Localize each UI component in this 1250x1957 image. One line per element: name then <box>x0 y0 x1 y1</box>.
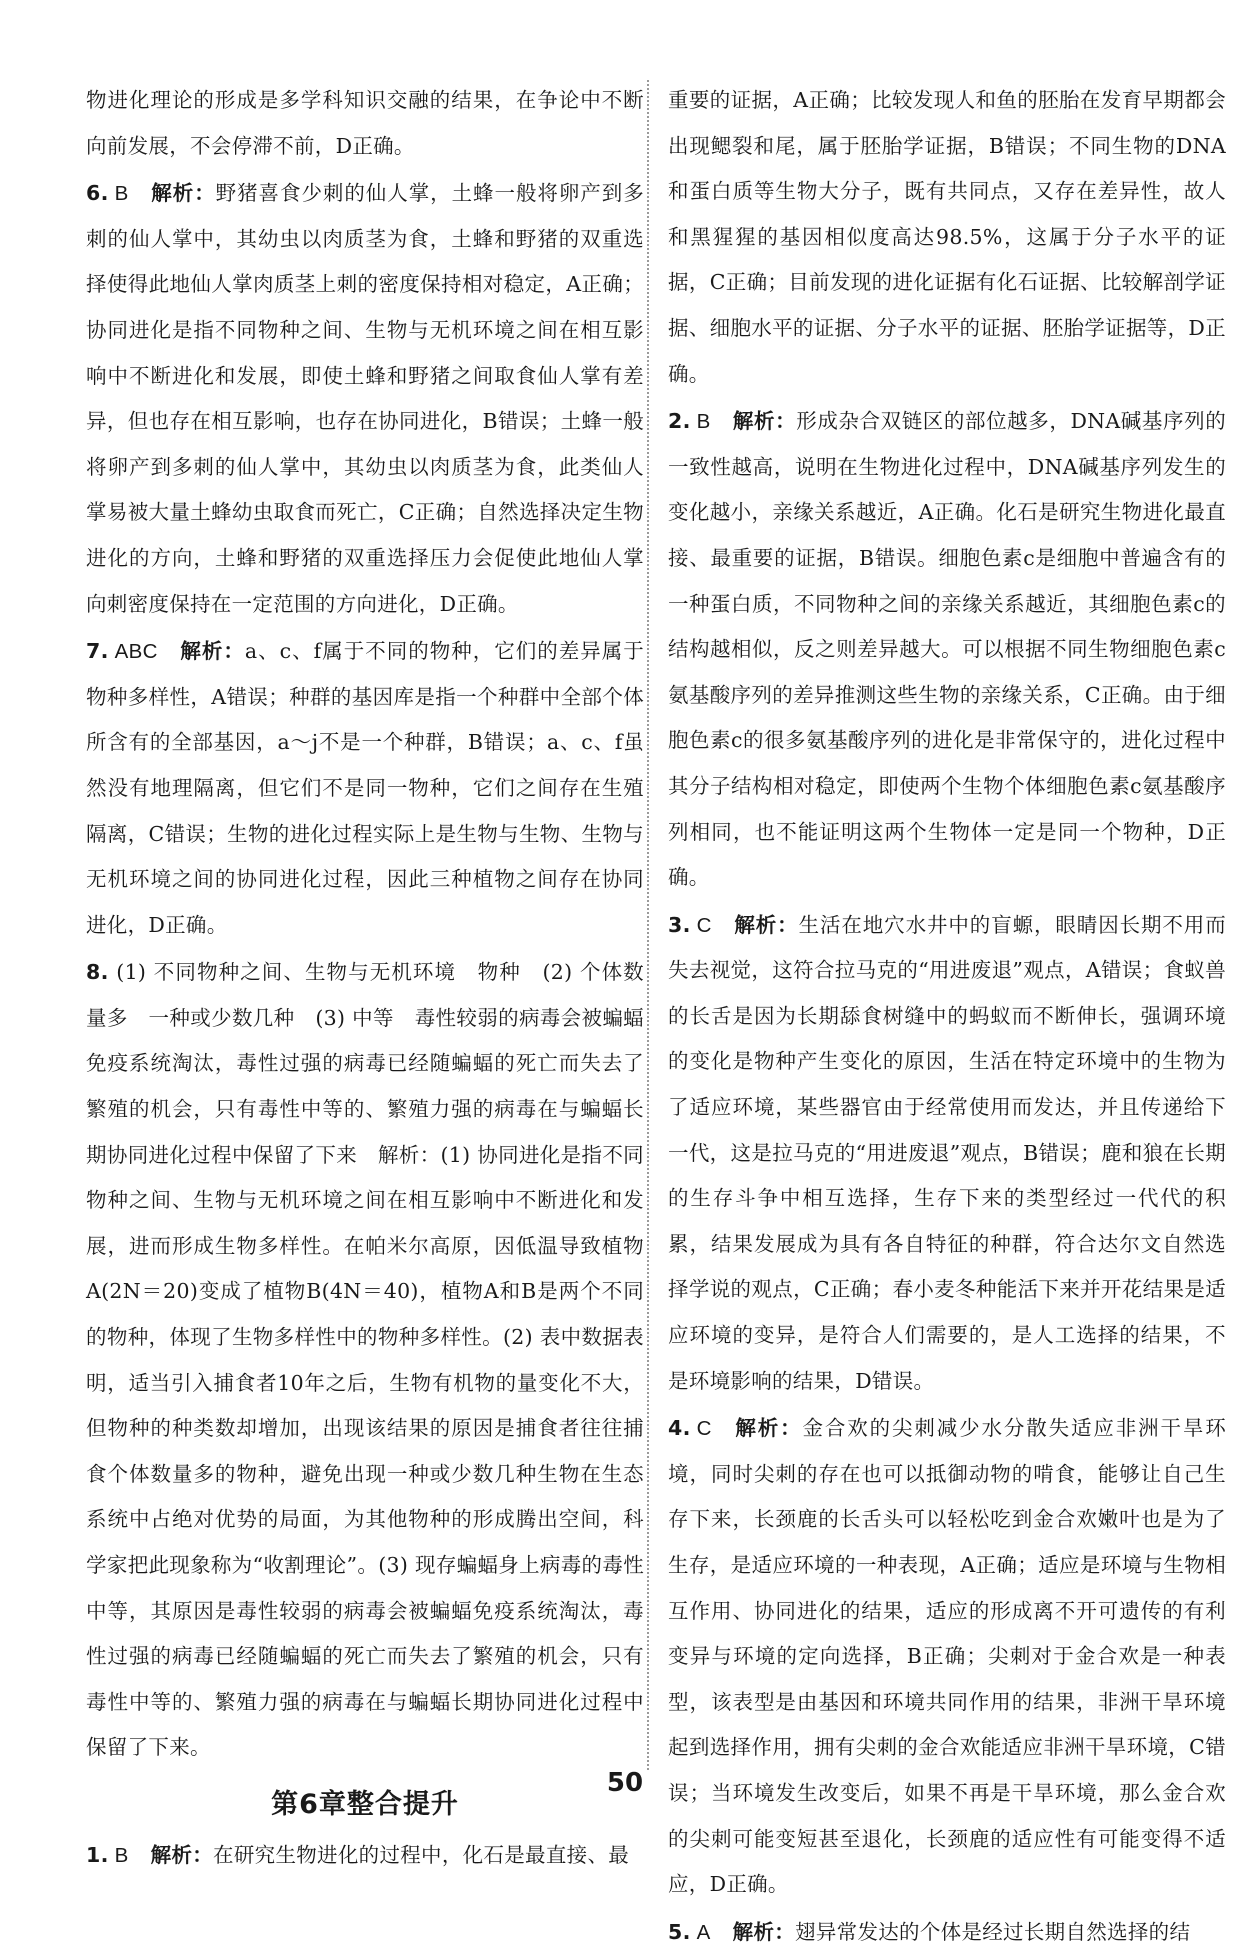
right-entry-3 <box>668 903 1226 1405</box>
entry-text: 物进化理论的形成是多学科知识交融的结果，在争论中不断向前发展，不会停滞不前，D正确。 <box>86 88 644 158</box>
right-entry-5 <box>668 1910 1226 1956</box>
analysis-tag: 解析： <box>732 1919 796 1944</box>
right-entry-2 <box>668 399 1226 901</box>
entry-text: 形成杂合双链区的部位越多，DNA碱基序列的一致性越高，说明在生物进化过程中，DNA碱基序列发生的变化越小，亲缘关系越近，A正确。化石是研究生物进化最直接、最重要的证据，B错误。细胞色素c是细胞中普遍含有的一种蛋白质，不同物种之间的亲缘关系越近，其细胞色素c的结构越相似，反之则差异越大。可以根据不同生物细胞色素c氨基酸序列的差异推测这些生物的亲缘关系，C正确。由于细胞色素c的很多氨基酸序列的进化是非常保守的，进化过程中其分子结构相对稳定，即使两个生物个体细胞色素c氨基酸序列相同，也不能证明这两个生物体一定是同一个物种，D正确。 <box>668 409 1226 890</box>
left-entry-8 <box>86 950 644 1771</box>
entry-text: 金合欢的尖刺减少水分散失适应非洲干旱环境，同时尖刺的存在也可以抵御动物的啃食，能够让自己生存下来，长颈鹿的长舌头可以轻松吃到金合欢嫩叶也是为了生存，是适应环境的一种表现，A正确；适应是环境与生物相互作用、协同进化的结果，适应的形成离不开可遗传的有利变异与环境的定向选择，B正确；尖刺对于金合欢是一种表型，该表型是由基因和环境共同作用的结果，非洲干旱环境起到选择作用，拥有尖刺的金合欢能适应非洲干旱环境，C错误；当环境发生改变后，如果不再是干旱环境，那么金合欢的尖刺可能变短甚至退化，长颈鹿的适应性有可能变得不适应，D正确。 <box>668 1416 1226 1897</box>
section-title: 第6章整合提升 <box>271 1788 459 1820</box>
left-entry-6 <box>86 171 644 627</box>
analysis-tag: 解析： <box>732 409 797 434</box>
left-column <box>86 78 644 1881</box>
answer-letter: B <box>114 1843 129 1867</box>
question-number: 8. <box>86 960 109 985</box>
analysis-tag: 解析： <box>733 1416 803 1441</box>
entry-text: (1) 不同物种之间、生物与无机环境 物种 (2) 个体数量多 一种或少数几种 (3) 中等 毒性较弱的病毒会被蝙蝠免疫系统淘汰，毒性过强的病毒已经随蝙蝠的死亡而失去了繁殖的机会，只有毒性中等的、繁殖力强的病毒在与蝙蝠长期协同进化过程中保留了下来 解析：(1) 协同进化是指不同物种之间、生物与无机环境之间在相互影响中不断进化和发展，进而形成生物多样性。在帕米尔高原，因低温导致植物A(2N＝20)变成了植物B(4N＝40)，植物A和B是两个不同的物种，体现了生物多样性中的物种多样性。(2) 表中数据表明，适当引入捕食者10年之后，生物有机物的量变化不大，但物种的种类数却增加，出现该结果的原因是捕食者往往捕食个体数量多的物种，避免出现一种或少数几种生物在生态系统中占绝对优势的局面，为其他物种的形成腾出空间，科学家把此现象称为“收割理论”。(3) 现存蝙蝠身上病毒的毒性中等，其原因是毒性较弱的病毒会被蝙蝠免疫系统淘汰，毒性过强的病毒已经随蝙蝠的死亡而失去了繁殖的机会，只有毒性中等的、繁殖力强的病毒在与蝙蝠长期协同进化过程中保留了下来。 <box>86 960 644 1760</box>
left-entry-ch6-1 <box>86 1833 644 1879</box>
left-entry-7 <box>86 629 644 948</box>
entry-text: 重要的证据，A正确；比较发现人和鱼的胚胎在发育早期都会出现鳃裂和尾，属于胚胎学证据，B错误；不同生物的DNA和蛋白质等生物大分子，既有共同点，又存在差异性，故人和黑猩猩的基因相似度高达98.5%，这属于分子水平的证据，C正确；目前发现的进化证据有化石证据、比较解剖学证据、细胞水平的证据、分子水平的证据、胚胎学证据等，D正确。 <box>668 88 1226 386</box>
answer-letter: C <box>696 913 712 937</box>
question-number: 4. <box>668 1416 691 1441</box>
entry-text: 生活在地穴水井中的盲螈，眼睛因长期不用而失去视觉，这符合拉马克的“用进废退”观点，A错误；食蚁兽的长舌是因为长期舔食树缝中的蚂蚁而不断伸长，强调环境的变化是物种产生变化的原因，生活在特定环境中的生物为了适应环境，某些器官由于经常使用而发达，并且传递给下一代，这是拉马克的“用进废退”观点，B错误；鹿和狼在长期的生存斗争中相互选择，生存下来的类型经过一代代的积累，结果发展成为具有各自特征的种群，符合达尔文自然选择学说的观点，C正确；春小麦冬种能活下来并开花结果是适应环境的变异，是符合人们需要的，是人工选择的结果，不是环境影响的结果，D错误。 <box>668 912 1226 1393</box>
answer-letter: ABC <box>114 640 158 664</box>
analysis-tag: 解析： <box>150 1842 214 1867</box>
question-number: 1. <box>86 1842 109 1867</box>
page-number: 50 <box>606 1768 644 1798</box>
answer-letter: C <box>696 1417 712 1441</box>
right-entry-0 <box>668 78 1226 397</box>
analysis-tag: 解析： <box>150 181 216 206</box>
question-number: 3. <box>668 912 691 937</box>
answer-letter: B <box>114 182 129 206</box>
left-entry-0 <box>86 78 644 169</box>
entry-text: 在研究生物进化的过程中，化石是最直接、最 <box>213 1842 630 1867</box>
answer-letter: A <box>696 1920 711 1944</box>
right-entry-4 <box>668 1406 1226 1908</box>
right-column <box>668 78 1226 1957</box>
question-number: 2. <box>668 409 691 434</box>
question-number: 6. <box>86 181 109 206</box>
entry-text: a、c、f属于不同的物种，它们的差异属于物种多样性，A错误；种群的基因库是指一个种群中全部个体所含有的全部基因，a～j不是一个种群，B错误；a、c、f虽然没有地理隔离，但它们不是同一物种，它们之间存在生殖隔离，C错误；生物的进化过程实际上是生物与生物、生物与无机环境之间的协同进化过程，因此三种植物之间存在协同进化，D正确。 <box>86 639 644 937</box>
question-number: 7. <box>86 639 109 664</box>
column-divider <box>647 80 649 1770</box>
entry-text: 野猪喜食少刺的仙人掌，土蜂一般将卵产到多刺的仙人掌中，其幼虫以肉质茎为食，土蜂和野猪的双重选择使得此地仙人掌肉质茎上刺的密度保持相对稳定，A正确；协同进化是指不同物种之间、生物与无机环境之间在相互影响中不断进化和发展，即使土蜂和野猪之间取食仙人掌有差异，但也存在相互影响，也存在协同进化，B错误；土蜂一般将卵产到多刺的仙人掌中，其幼虫以肉质茎为食，此类仙人掌易被大量土蜂幼虫取食而死亡，C正确；自然选择决定生物进化的方向，土蜂和野猪的双重选择压力会促使此地仙人掌向刺密度保持在一定范围的方向进化，D正确。 <box>86 181 645 616</box>
analysis-tag: 解析： <box>733 912 799 937</box>
question-number: 5. <box>668 1919 691 1944</box>
answer-letter: B <box>696 410 711 434</box>
analysis-tag: 解析： <box>179 639 245 664</box>
entry-text: 翅异常发达的个体是经过长期自然选择的结 <box>795 1919 1191 1944</box>
